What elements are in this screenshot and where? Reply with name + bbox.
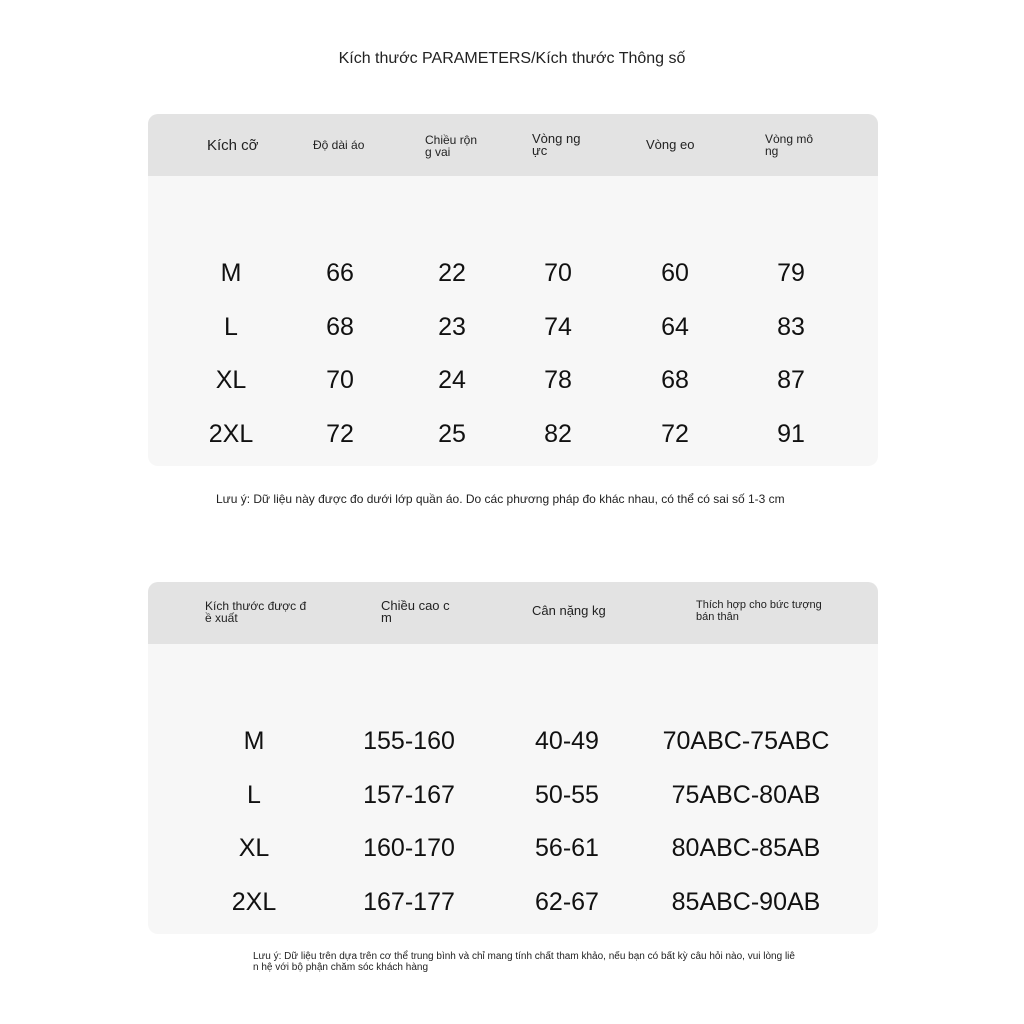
table-cell: 167-177 [363,887,455,916]
table-row [148,407,878,461]
table-cell: XL [215,366,247,394]
table-cell: 66 [326,259,354,287]
column-header: Thích hợp cho bức tượng bán thân [696,599,822,623]
table-cell: 157-167 [363,780,455,809]
table-cell: 68 [661,366,689,394]
table-cell: 91 [777,419,805,448]
table-cell: 160-170 [363,834,455,862]
table-row [148,246,878,300]
table-row [148,821,878,875]
column-header: Chiều rộn g vai [425,133,478,159]
column-header: Cân nặng kg [532,603,606,618]
table-cell: 56-61 [535,834,599,862]
column-header: Kích cỡ [207,137,259,154]
table-cell: 70 [544,259,572,287]
table-cell: 78 [544,366,572,394]
column-header: Vòng mô ng [765,132,814,158]
table-cell: 23 [438,312,466,341]
table-cell: 79 [777,259,805,287]
table-cell: 2XL [208,419,254,448]
column-header: Vòng eo [646,137,695,152]
table-cell: 64 [661,312,689,341]
table-cell: 85ABC-90AB [671,887,821,916]
table-cell: 83 [777,312,805,341]
table-cell: M [243,727,265,755]
table-row [148,353,878,407]
column-header: Độ dài áo [313,138,365,152]
table-cell: 50-55 [535,780,599,809]
table-cell: M [220,259,242,287]
table-row [148,768,878,822]
table-header [148,114,878,176]
table-cell [503,460,613,466]
table-row [148,928,878,934]
table-cell: 70ABC-75ABC [662,727,830,755]
table-cell: 22 [438,259,466,287]
table-cell: 72 [661,419,689,448]
table-row [148,460,878,466]
table-header [148,582,878,644]
column-header: Chiều cao c m [381,598,450,625]
table-cell: 62-67 [535,887,599,916]
table-cell: 155-160 [363,727,455,755]
table-row [148,714,878,768]
page-title: Kích thước PARAMETERS/Kích thước Thông số [338,50,686,67]
measurement-note: Lưu ý: Dữ liệu này được đo dưới lớp quần áo. Do các phương pháp đo khác nhau, có thể có sai số 1-3 cm [216,492,785,506]
table-cell: XL [238,834,270,862]
table-cell: 74 [544,312,572,341]
table-row [148,875,878,929]
table-cell: 87 [777,366,805,394]
table-cell: 68 [326,312,354,341]
table-cell [636,928,856,934]
table-cell [285,460,395,466]
table-cell: 82 [544,419,572,448]
table-cell: 72 [326,419,354,448]
table-cell: 80ABC-85AB [671,834,821,862]
size-parameters-table [148,114,878,466]
table-cell [176,460,286,466]
column-header: Kích thước được đ ề xuất [205,599,307,625]
table-cell: 40-49 [535,727,599,755]
table-cell: 70 [326,366,354,394]
table-cell: L [224,312,238,341]
table-cell: 2XL [231,887,277,916]
table-cell: 75ABC-80AB [671,780,821,809]
column-header: Vòng ng ực [532,131,581,158]
table-cell: 60 [661,259,689,287]
table-cell [620,460,730,466]
table-cell: 25 [438,419,466,448]
table-row [148,300,878,354]
table-cell [736,460,846,466]
size-recommendation-table [148,582,878,934]
reference-note: Lưu ý: Dữ liệu trên dựa trên cơ thể trung bình và chỉ mang tính chất tham khảo, nếu bạn có bất kỳ câu hỏi nào, vui lòng liê n hệ với bộ phận chăm sóc khách hàng [253,951,795,973]
table-cell [397,460,507,466]
table-cell: 24 [438,366,466,394]
table-cell: L [247,780,261,809]
